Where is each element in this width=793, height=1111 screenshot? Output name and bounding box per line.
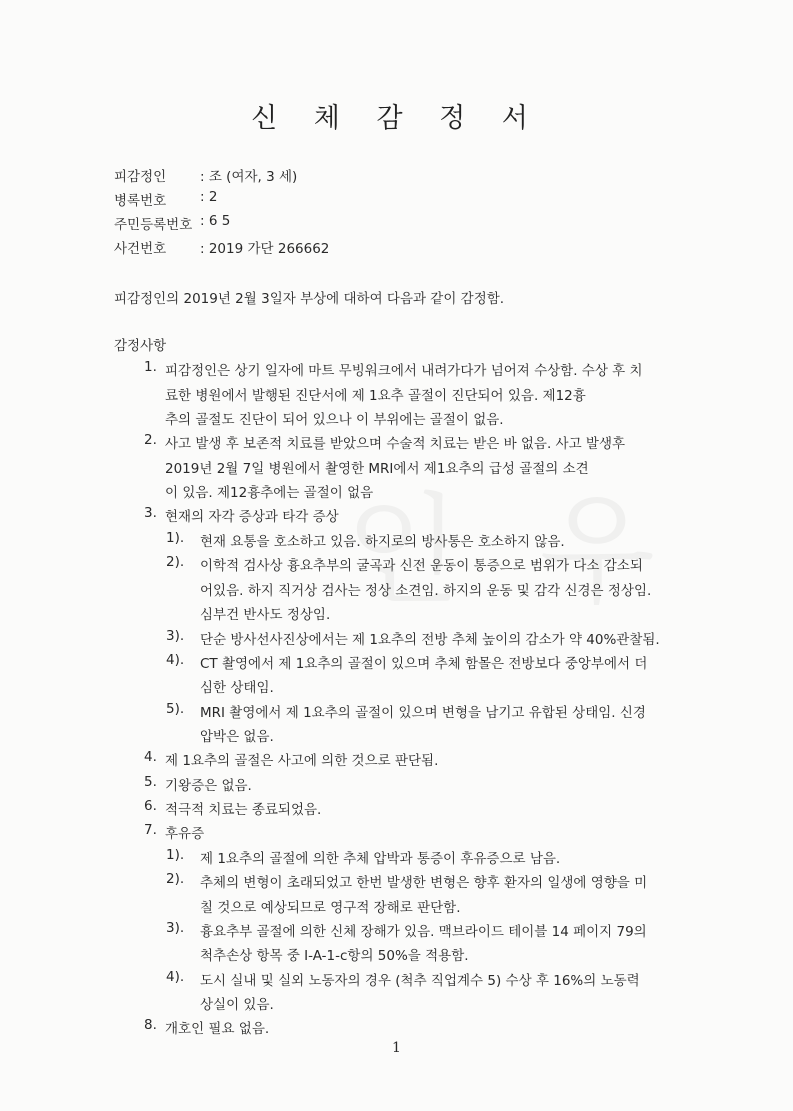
subitem-number: 3). [166,628,185,644]
field-label-case-no: 사건번호 [114,241,167,257]
subitem-line: MRI 촬영에서 제 1요추의 골절이 있으며 변형을 남기고 유합된 상태임. 신경 [200,705,646,721]
item-number: 4. [144,749,157,765]
item-line: 기왕증은 없음. [165,778,252,794]
subitem-line: 추체의 변형이 초래되었고 한번 발생한 변형은 향후 환자의 일생에 영향을 미 [200,875,648,891]
field-label-resident-no: 주민등록번호 [114,217,193,233]
item-line: 적극적 치료는 종료되었음. [165,802,322,818]
subitem-line: CT 촬영에서 제 1요추의 골절이 있으며 추체 함몰은 전방보다 중앙부에서 더 [200,656,648,672]
subitem-line: 도시 실내 및 실외 노동자의 경우 (척추 직업계수 5) 수상 후 16%의 노동력 [200,973,640,989]
subitem-line: 심부건 반사도 정상임. [200,607,331,623]
field-value-examinee: : 조 (여자, 3 세) [200,169,298,185]
subitem-line: 제 1요추의 골절에 의한 추체 압박과 통증이 후유증으로 남음. [200,851,561,867]
subitem-line: 상실이 있음. [200,997,274,1013]
page-number: 1 [392,1040,401,1056]
item-number: 5. [144,774,157,790]
item-line: 제 1요추의 골절은 사고에 의한 것으로 판단됨. [165,753,439,769]
subitem-line: 이학적 검사상 흉요추부의 굴곡과 신전 운동이 통증으로 범위가 다소 감소되 [200,558,643,574]
item-number: 2. [144,432,157,448]
item-number: 8. [144,1017,157,1033]
item-line: 추의 골절도 진단이 되어 있으나 이 부위에는 골절이 없음. [165,412,504,428]
subitem-line: 현재 요통을 호소하고 있음. 하지로의 방사통은 호소하지 않음. [200,534,565,550]
item-line: 현재의 자각 증상과 타각 증상 [165,509,339,525]
subitem-line: 단순 방사선사진상에서는 제 1요추의 전방 추체 높이의 감소가 약 40%관찰됨. [200,632,660,648]
subitem-number: 2). [166,554,185,570]
item-line: 2019년 2월 7일 병원에서 촬영한 MRI에서 제1요추의 급성 골절의 소견 [165,461,589,477]
item-line: 이 있음. 제12흉추에는 골절이 없음 [165,485,374,501]
subitem-number: 4). [166,652,185,668]
item-line: 개호인 필요 없음. [165,1021,270,1037]
item-line: 후유증 [165,826,205,842]
item-line: 료한 병원에서 발행된 진단서에 제 1요추 골절이 진단되어 있음. 제12흉 [165,388,586,404]
item-number: 7. [144,822,157,838]
intro-text: 피감정인의 2019년 2월 3일자 부상에 대하여 다음과 같이 감정함. [114,291,505,307]
subitem-number: 2). [166,871,185,887]
subitem-number: 1). [166,530,185,546]
item-number: 1. [144,359,157,375]
item-number: 3. [144,505,157,521]
field-value-record-no: : 2 [200,189,218,205]
subitem-line: 심한 상태임. [200,680,274,696]
document-title: 신 체 감 정 서 [251,103,542,134]
subitem-line: 칠 것으로 예상되므로 영구적 장해로 판단함. [200,900,461,916]
item-line: 피감정인은 상기 일자에 마트 무빙워크에서 내려가다가 넘어져 수상함. 수상 후 치 [165,363,643,379]
subitem-line: 압박은 없음. [200,729,274,745]
subitem-number: 4). [166,969,185,985]
subitem-number: 5). [166,701,185,717]
subitem-line: 어있음. 하지 직거상 검사는 정상 소견임. 하지의 운동 및 감각 신경은 정상임. [200,583,652,599]
field-value-resident-no: : 6 5 [200,213,231,229]
subitem-line: 척추손상 항목 중 I-A-1-c항의 50%을 적용함. [200,948,469,964]
item-number: 6. [144,798,157,814]
field-label-examinee: 피감정인 [114,169,167,185]
field-value-case-no: : 2019 가단 266662 [200,241,330,257]
section-heading: 감정사항 [114,338,167,354]
subitem-number: 1). [166,847,185,863]
subitem-number: 3). [166,920,185,936]
field-label-record-no: 병록번호 [114,193,167,209]
item-line: 사고 발생 후 보존적 치료를 받았으며 수술적 치료는 받은 바 없음. 사고 발생후 [165,436,626,452]
subitem-line: 흉요추부 골절에 의한 신체 장해가 있음. 맥브라이드 테이블 14 페이지 79의 [200,924,647,940]
